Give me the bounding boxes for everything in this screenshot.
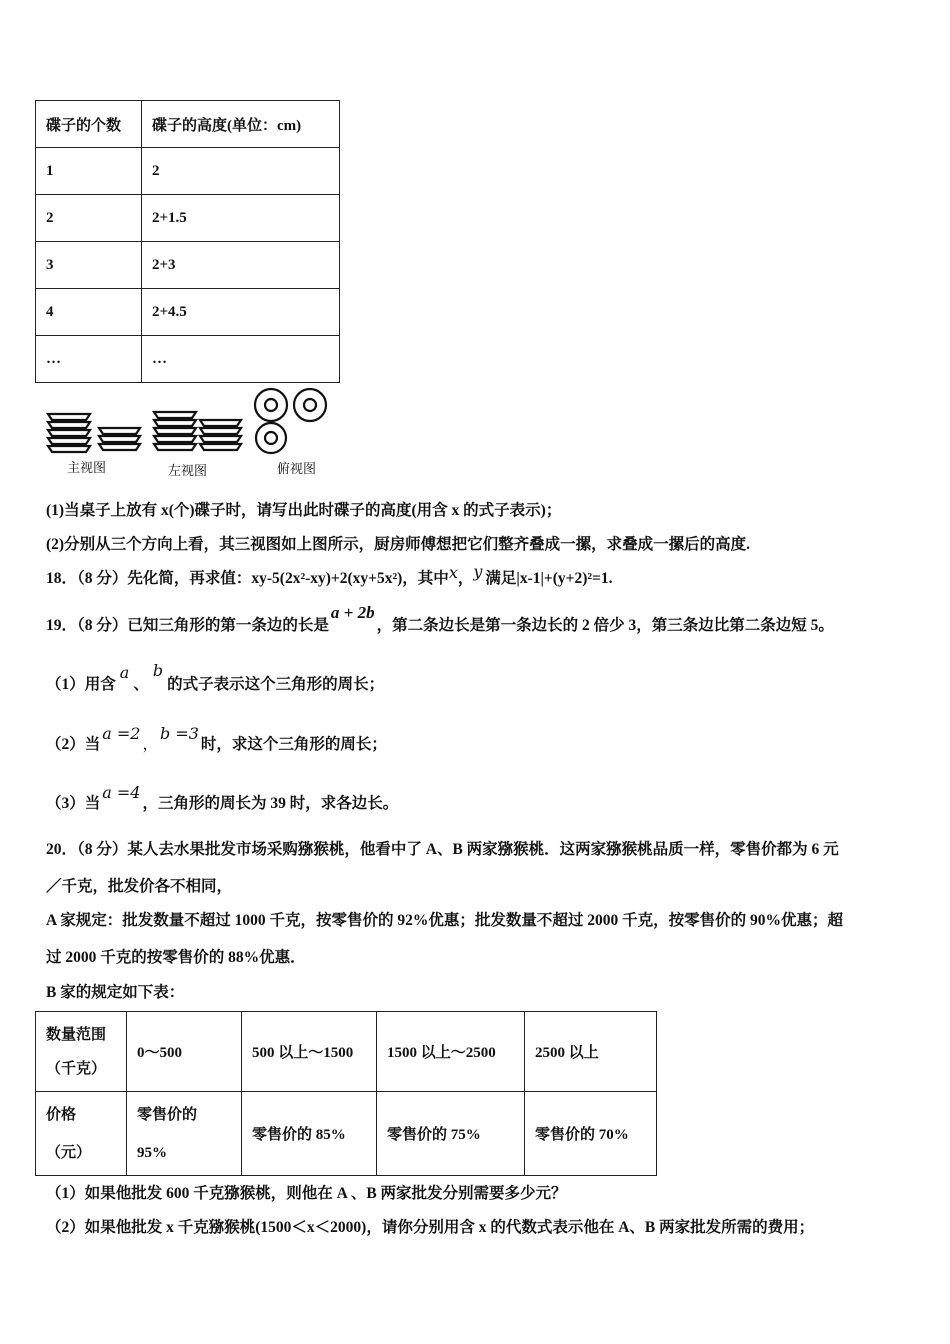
price-c1-a: 零售价的: [137, 1106, 198, 1123]
q19-part3: [46, 783, 399, 813]
table-cell: 2+3: [142, 242, 340, 289]
price-label-b: （元）: [46, 1144, 92, 1161]
q20-line1: 20．（8 分）某人去水果批发市场采购猕猴桃，他看中了 A、B 两家猕猴桃．这两家猕猴桃品质一样，零售价都为 6 元: [46, 841, 839, 858]
table-cell: 2+4.5: [142, 289, 340, 336]
table-cell: 1: [36, 148, 142, 195]
q19-p1-sep: 、: [133, 676, 149, 693]
table-cell: 0～500: [127, 1012, 242, 1092]
table-cell: 2+1.5: [142, 195, 340, 242]
b-pricing-table: [35, 1011, 657, 1176]
q18-text-b: 满足|x-1|+(y+2)²=1.: [485, 570, 613, 587]
q18-text: [46, 562, 613, 588]
q20-part1: （1）如果他批发 600 千克猕猴桃，则他在 A 、B 两家批发分别需要多少元？: [46, 1185, 567, 1202]
range-label-cell: [36, 1012, 127, 1092]
top-view-circles: [255, 389, 326, 453]
left-view-stack-2: [200, 420, 241, 450]
q19-p1-b: 的式子表示这个三角形的周长；: [167, 676, 385, 693]
left-view-label: 左视图: [168, 464, 208, 479]
q19-text: [46, 603, 834, 635]
table-row: [36, 336, 340, 383]
front-view-stack-1: [48, 414, 90, 452]
q20-line4: 过 2000 千克的按零售价的 88%优惠．: [46, 949, 306, 966]
table-cell: 4: [36, 289, 142, 336]
table-header-cell: 碟子的高度(单位：cm): [142, 101, 340, 148]
var-a: a: [119, 663, 130, 682]
table-row: [36, 289, 340, 336]
range-label-b: （千克）: [46, 1060, 107, 1077]
q17-part1: (1)当桌子上放有 x(个)碟子时，请写出此时碟子的高度(用含 x 的式子表示)；: [46, 502, 562, 519]
three-view-figure: [40, 386, 340, 456]
table-cell: …: [36, 336, 142, 383]
price-label-a: 价格: [46, 1106, 77, 1123]
table-row: [36, 148, 340, 195]
q18-text-a: 18．（8 分）先化简，再求值：xy-5(2x²-xy)+2(xy+5x²)，其中: [46, 570, 449, 587]
var-b: b: [152, 661, 164, 680]
table-row: [36, 1092, 657, 1176]
table-cell: 零售价的 70%: [525, 1092, 657, 1176]
table-header-row: [36, 101, 340, 148]
q20-line2: ／千克，批发价各不相同，: [46, 878, 233, 895]
table-row: [36, 242, 340, 289]
table-cell: 2: [142, 148, 340, 195]
table-cell: 2: [36, 195, 142, 242]
plate-height-table: [35, 100, 340, 383]
table-cell: 2500 以上: [525, 1012, 657, 1092]
top-view-label: 俯视图: [277, 462, 317, 477]
table-cell: 3: [36, 242, 142, 289]
left-view-stack-1: [154, 412, 196, 450]
table-cell: 500 以上～1500: [242, 1012, 377, 1092]
table-cell: 零售价的 85%: [242, 1092, 377, 1176]
q20-line5: B 家的规定如下表：: [46, 984, 185, 1001]
price-label-cell: [36, 1092, 127, 1176]
q19-expr: a + 2b: [330, 603, 375, 622]
q19-eq3: a =4: [102, 783, 141, 802]
q19-eq1: a =2: [102, 724, 141, 743]
q19-p2-comma: ，: [142, 736, 158, 753]
q19-p1-a: （1）用含: [46, 676, 116, 693]
var-x: x: [448, 563, 458, 582]
q20-line3: A 家规定：批发数量不超过 1000 千克，按零售价的 92%优惠；批发数量不超过 2000 千克，按零售价的 90%优惠；超: [46, 912, 843, 929]
table-cell: …: [142, 336, 340, 383]
table-row: [36, 195, 340, 242]
table-cell: 1500 以上～2500: [377, 1012, 525, 1092]
q19-p3-a: （3）当: [46, 795, 101, 812]
q19-part1: [46, 661, 385, 694]
q19-p2-b: 时，求这个三角形的周长；: [200, 736, 387, 753]
q19-eq2: b =3: [160, 724, 199, 743]
price-c1-b: 95%: [137, 1144, 167, 1161]
table-header-cell: 碟子的个数: [36, 101, 142, 148]
front-view-stack-2: [99, 428, 140, 450]
range-label-a: 数量范围: [46, 1026, 107, 1043]
q18-sep: ，: [457, 570, 474, 587]
table-cell: [127, 1092, 242, 1176]
q20-part2: （2）如果他批发 x 千克猕猴桃(1500＜x＜2000)，请你分别用含 x 的代数式表示他在 A、B 两家批发所需的费用；: [46, 1219, 815, 1236]
q19-p2-a: （2）当: [46, 736, 101, 753]
q19-p3-b: ，三角形的周长为 39 时，求各边长。: [142, 795, 399, 812]
table-row: [36, 1012, 657, 1092]
q19-text-b: ，第二条边长是第一条边长的 2 倍少 3，第三条边比第二条边短 5。: [376, 617, 834, 634]
q19-text-a: 19．（8 分）已知三角形的第一条边的长是: [46, 617, 329, 634]
q17-part2: (2)分别从三个方向上看，其三视图如上图所示，厨房师傅想把它们整齐叠成一摞，求叠成一摞后的高度.: [46, 536, 750, 553]
table-cell: 零售价的 75%: [377, 1092, 525, 1176]
front-view-label: 主视图: [67, 461, 107, 476]
var-y: y: [473, 562, 483, 581]
q19-part2: [46, 724, 387, 754]
